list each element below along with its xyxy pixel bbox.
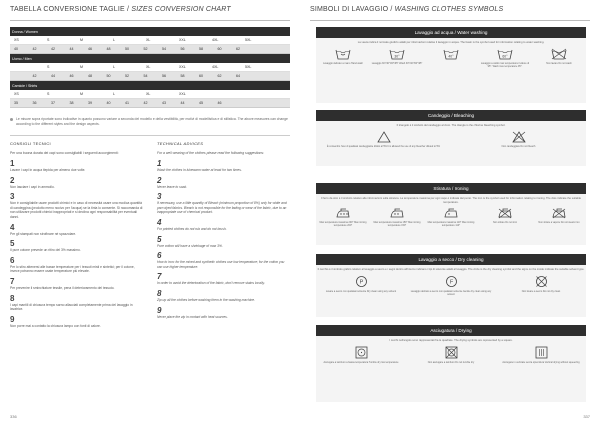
size-number: 50 — [106, 74, 111, 78]
size-number: 56 — [162, 74, 166, 78]
advice-item — [157, 159, 290, 173]
size-number: 39 — [88, 101, 92, 105]
advice-column-it — [10, 141, 143, 328]
advice-item — [10, 176, 143, 190]
care-symbol — [498, 346, 584, 364]
advice-heading-it: CONSIGLI TECNICI — [10, 141, 51, 146]
wash-30-icon — [371, 48, 423, 60]
size-number: 52 — [143, 47, 148, 51]
size-number: 42 — [32, 47, 37, 51]
symbol-caption: Lavaggio delicato a secco con qualsiasi solvente Gentle dry clean using any solvent — [410, 289, 492, 296]
symbols-row — [316, 204, 586, 227]
advice-text: In order to avoid the deterioration of the fabric, don't remove stains locally. — [157, 281, 265, 286]
advice-heading-en: TECHNICAL ADVICES — [157, 141, 204, 146]
advice-item — [10, 315, 143, 329]
size-number: 62 — [236, 47, 240, 51]
size-label: 5XL — [245, 65, 252, 69]
care-symbol — [479, 207, 531, 224]
advice-number: 5 — [10, 239, 15, 249]
size-label: XL — [146, 38, 151, 42]
size-number: 36 — [32, 101, 37, 105]
symbol-caption: Max temperatura massima 110° Max ironing temperature 110° — [427, 221, 475, 228]
care-symbol — [454, 131, 584, 148]
iron-low-icon — [425, 207, 477, 219]
care-symbol — [533, 207, 585, 224]
page-number-left: 336 — [10, 414, 17, 419]
size-number: 35 — [14, 101, 18, 105]
hand-wash-icon — [317, 48, 369, 60]
size-number: 37 — [51, 101, 55, 105]
symbol-caption: Non lavare Do not wash — [546, 61, 572, 65]
men-numbers-row — [10, 72, 290, 81]
shirts-sizes-row — [10, 90, 290, 99]
section-title: Lavaggio ad acqua / Water washing — [316, 27, 586, 38]
advice-number: 2 — [157, 175, 162, 185]
size-label: S — [47, 38, 50, 42]
symbol-section — [316, 27, 586, 103]
symbol-caption: Non lavare a secco Do not dry clean — [521, 289, 561, 293]
page-number-right: 337 — [583, 414, 590, 419]
svg-text:P: P — [359, 279, 363, 286]
advice-item — [10, 256, 143, 274]
advice-item — [157, 192, 290, 215]
advice-text: Never leave to soak. — [157, 184, 188, 189]
size-number: 45 — [199, 101, 203, 105]
title-rule — [310, 20, 590, 21]
size-number: 52 — [125, 74, 129, 78]
symbol-caption: Non candeggiare Do not bleach — [501, 144, 536, 148]
care-symbol — [318, 275, 404, 293]
size-number: 60 — [217, 47, 222, 51]
wash-60-icon — [479, 48, 531, 60]
size-number: 42 — [51, 47, 55, 51]
section-title: Lavaggio a secco / Dry cleaning — [316, 254, 586, 265]
size-label: XXL — [179, 65, 186, 69]
advice-text: Il pure cotone prevede un ritiro del 3% massimo. — [10, 248, 81, 253]
iron-medium-icon — [371, 207, 423, 219]
advice-text: Per prevenire il sminchiature tessile, pena il deterioramento del tessuto. — [10, 285, 115, 290]
svg-text:30°: 30° — [394, 54, 400, 59]
section-title: Stiratura / Ironing — [316, 183, 586, 194]
advice-text: Pure cotton will have a shrinkage of max 3%. — [157, 243, 223, 248]
care-symbol — [408, 275, 494, 296]
advice-text: Zip up all the clothes before washing them in the washing machine. — [157, 297, 256, 302]
size-number: 40 — [106, 101, 111, 105]
size-note: Le misure sopra riportate sono indicative in quanto possono variare a seconda del modello e della vestibilità, per motivi di modellistica e di stilistica. The above measures can change according to the different styles and the design aspects. — [10, 117, 290, 127]
advice-number: 4 — [157, 217, 162, 227]
size-label: 4XL — [212, 38, 219, 42]
size-label: M — [80, 92, 83, 96]
advice-text: Non lasciare i capi in ammollo. — [10, 184, 55, 189]
size-number: 58 — [180, 74, 185, 78]
section-intro: I cerchi nell'angolo sono rappresentati fra le quadrate. The drying symbols are represented by a square. — [389, 339, 513, 342]
advice-text: Per gli stampati non strofinare né spazzolare. — [10, 231, 77, 236]
care-symbol — [533, 48, 585, 65]
size-label: S — [47, 65, 50, 69]
size-label: S — [47, 92, 50, 96]
advice-number: 1 — [10, 159, 15, 168]
size-label: L — [113, 92, 115, 96]
size-number: 43 — [162, 101, 166, 105]
advice-column-en — [157, 141, 290, 319]
divider — [10, 135, 290, 136]
advice-text: Wash the clothes in lukewarm water at least for two times. — [157, 168, 242, 172]
men-sizes-row — [10, 63, 290, 72]
size-number: 44 — [180, 101, 185, 105]
women-numbers-row — [10, 45, 290, 54]
section-body — [316, 336, 586, 402]
dry-clean-p-icon — [318, 275, 404, 288]
advice-number: 1 — [157, 159, 162, 168]
size-number: 38 — [69, 101, 74, 105]
advice-text: I capi mantili di chiusura tempo sarno allacciati completamente prima del lavaggio in lavatrice. — [10, 302, 133, 312]
advice-number: 7 — [10, 276, 15, 286]
symbol-caption: Lavaggio 30°/40°/60°/95° Wash 30°/40°/60°/95° — [371, 61, 423, 65]
symbol-caption: Max temperatura massima 150° Max ironing temperature 150° — [373, 221, 421, 228]
advice-item — [10, 277, 143, 291]
advice-number: 9 — [157, 305, 162, 315]
advice-number: 8 — [10, 293, 15, 303]
section-intro: La vasca indica il normale giudizio adatti per informazioni relative il lavaggio in acqua. The basin is the symbol used for information relating to water washing. — [357, 41, 545, 44]
title-rule — [10, 20, 290, 21]
care-symbol — [317, 48, 369, 65]
section-intro: Il ferro da stiro è il simbolo relativo alle informazioni sulla stiratura. La temperatura massima per ogni capo è indicata dal punto. The iron is the symbol used for information relating to ironing. The dots indicate the suitable temperature. — [321, 197, 581, 204]
advice-number: 5 — [157, 234, 162, 244]
size-label: M — [80, 38, 83, 42]
size-number: 54 — [143, 74, 148, 78]
right-page — [300, 0, 600, 424]
care-symbol — [498, 275, 584, 293]
advice-number: 2 — [10, 175, 15, 185]
care-symbol — [371, 48, 423, 65]
advice-text: If necessary, use a little quantity of Bleach (minimum proportion of 8%) only for white and yarn dyed fabrics. Bleach is not responsible for the fading or wear of the fabric, due to an inappropriate use of chemical product. — [157, 201, 287, 215]
care-symbol — [319, 131, 449, 148]
shirts-numbers-row — [10, 99, 290, 108]
symbol-caption: Lavaggio delicato a mano Hand wash — [323, 61, 363, 65]
size-number: 41 — [125, 101, 129, 105]
no-tumble-dry-icon — [408, 346, 494, 359]
size-label: 4XL — [212, 65, 219, 69]
advice-item — [10, 239, 143, 253]
care-symbol — [425, 207, 477, 227]
size-number: 56 — [180, 47, 185, 51]
section-body — [316, 194, 586, 245]
size-number: 44 — [51, 74, 55, 78]
iron-high-icon — [317, 207, 369, 219]
svg-text:40°: 40° — [448, 54, 454, 59]
advice-text: For printed clothes do not rub and do not brush. — [157, 226, 227, 231]
size-label: 5XL — [245, 38, 252, 42]
tumble-dry-low-icon — [318, 346, 404, 359]
size-number: 60 — [199, 74, 203, 78]
advice-item — [157, 176, 290, 190]
no-dry-clean-icon — [498, 275, 584, 288]
dry-clean-f-icon — [408, 275, 494, 288]
advice-text: Never place the zip in contact with heat sources. — [157, 314, 228, 319]
symbol-section — [316, 110, 586, 166]
symbols-row — [316, 272, 586, 296]
size-number: 42 — [143, 101, 148, 105]
page-title-right: SIMBOLI DI LAVAGGIO / WASHING CLOTHES SYMBOLS — [310, 6, 504, 13]
advice-text: How to iron: for the mixed and synthetic clothes use low temperature; for the cotton you can use higher temperature. — [157, 260, 285, 269]
advice-item — [10, 223, 143, 237]
advice-intro-en: For a well wearing of the clothes please read the following suggestions: — [157, 151, 265, 155]
size-number: 44 — [69, 47, 74, 51]
line-dry-icon — [498, 346, 584, 359]
size-number: 46 — [88, 47, 92, 51]
size-label: L — [113, 38, 115, 42]
advice-item — [10, 192, 143, 219]
size-number: 42 — [32, 74, 37, 78]
size-number: 62 — [217, 74, 222, 78]
care-symbol — [479, 48, 531, 68]
section-body — [316, 38, 586, 103]
symbol-caption: Non stirare a vapore Do not steam iron — [538, 221, 580, 225]
advice-item — [157, 272, 290, 286]
symbol-section — [316, 254, 586, 317]
no-wash-icon — [533, 48, 585, 60]
size-number: 48 — [88, 74, 92, 78]
size-label: XL — [146, 92, 151, 96]
advice-item — [157, 218, 290, 232]
care-symbol — [371, 207, 423, 227]
care-symbol — [317, 207, 369, 227]
advice-number: 6 — [10, 255, 15, 265]
advice-text: Non porre mai a contatto la chiusura lampo con fonti di calore. — [10, 323, 101, 328]
symbol-caption: Max temperatura massima 200° Max ironing temperature 200° — [319, 221, 367, 228]
advice-number: 3 — [157, 192, 162, 202]
wash-40-icon — [425, 48, 477, 60]
no-iron-icon — [479, 207, 531, 219]
symbol-caption: Lavare a secco con qualsiasi solvente Dry clean using any solvent — [325, 289, 397, 293]
size-number: 64 — [236, 74, 240, 78]
section-body — [316, 121, 586, 166]
symbols-row — [316, 45, 586, 68]
symbols-row — [316, 343, 586, 364]
advice-number: 9 — [10, 314, 15, 324]
symbols-row — [316, 128, 586, 148]
advice-number: 8 — [157, 288, 162, 298]
women-sizes-row — [10, 36, 290, 45]
size-number: 46 — [217, 101, 222, 105]
section-title: Asciugatura / Drying — [316, 325, 586, 336]
size-label: M — [80, 65, 83, 69]
size-label: XS — [14, 92, 19, 96]
advice-number: 6 — [157, 251, 162, 261]
size-label: XXL — [179, 38, 186, 42]
women-header: Donna / Women — [10, 27, 290, 36]
advice-item — [157, 235, 290, 249]
symbol-caption: Lavaggio a caldo max temperatura il valore di 95°. Wash max temperature 95°. — [480, 61, 530, 68]
size-number: 48 — [106, 47, 111, 51]
care-symbol — [408, 346, 494, 364]
section-body — [316, 265, 586, 317]
svg-text:F: F — [449, 279, 453, 286]
advice-number: 4 — [10, 222, 15, 232]
size-label: XS — [14, 38, 19, 42]
advice-number: 3 — [10, 192, 15, 202]
section-intro: Il triangolo è il simbolo del candeggio al cloro. The triangle is the chlorine bleaching symbol. — [396, 124, 506, 127]
no-bleach-icon — [454, 131, 584, 143]
size-label: XL — [146, 65, 151, 69]
advice-text: Non è consigliabile usare prodotti chimici e in caso di necessità usare una modica quantità di candeggina (prodotto meno nocivo per l'acqua) se la tinta lo consente. Si raccomanda di non utilizzare prodotti chimici inappropriati e si declina ogni responsabilità per eventuali danni. — [10, 201, 143, 219]
no-steam-icon — [533, 207, 585, 219]
care-symbol — [318, 346, 404, 364]
symbol-caption: Asciugare in verticale senza spremitura Vertical drying without squeezing — [502, 360, 580, 364]
size-number: 40 — [14, 47, 18, 51]
advice-intro-it: Per una buona durata dei capi sono consigliabili i seguenti accorgimenti: — [10, 151, 119, 155]
advice-item — [157, 289, 290, 303]
advice-number: 7 — [157, 272, 162, 282]
advice-text: Per lo stiro attenersi alle basse temperature per i tessuti misti e sintetici; per il cotone, invece potranno essere usate temperature più elevate. — [10, 264, 135, 274]
size-number: 46 — [69, 74, 74, 78]
advice-item — [157, 251, 290, 269]
advice-text: Lavare i capi in acqua tiepida per almeno due volte. — [10, 168, 86, 172]
symbol-section — [316, 183, 586, 245]
svg-text:60°: 60° — [502, 54, 508, 59]
size-label: L — [113, 65, 115, 69]
symbol-caption: Asciugare a tamburo a bassa temperatura Tumble dry low temperature — [323, 360, 399, 364]
advice-item — [157, 306, 290, 320]
section-title: Candeggio / Bleaching — [316, 110, 586, 121]
symbol-section — [316, 325, 586, 402]
page-title-left: TABELLA CONVERSIONE TAGLIE / SIZES CONVERSION CHART — [10, 6, 231, 13]
size-number: 54 — [162, 47, 166, 51]
size-number: 58 — [199, 47, 203, 51]
symbol-caption: Non stirare Do not iron — [492, 221, 518, 225]
advice-item — [10, 159, 143, 173]
size-label: XXL — [179, 92, 186, 96]
bleach-icon — [319, 131, 449, 143]
symbol-caption: Non asciugare a tamburo Do not tumble dry — [427, 360, 475, 364]
symbol-caption: È consentito l'uso di qualsiasi candeggiante diluito al 5% It is allowed the use of any bleacher diluted to 5% — [327, 144, 440, 148]
care-symbol — [425, 48, 477, 62]
size-number: 50 — [125, 47, 129, 51]
advice-item — [10, 294, 143, 312]
section-intro: Il cerchio è il simbolo grafico relativo al lavaggio a secco e i segni dentro all'interno indicano i tipi di solvente adatti al lavaggio. The circle is the dry cleaning symbol and the signs on the inside indicate the suitable solvent type. — [317, 268, 585, 271]
size-table — [10, 27, 290, 108]
men-header: Uomo / Men — [10, 54, 290, 63]
shirts-header: Camicie / Shirts — [10, 81, 290, 90]
